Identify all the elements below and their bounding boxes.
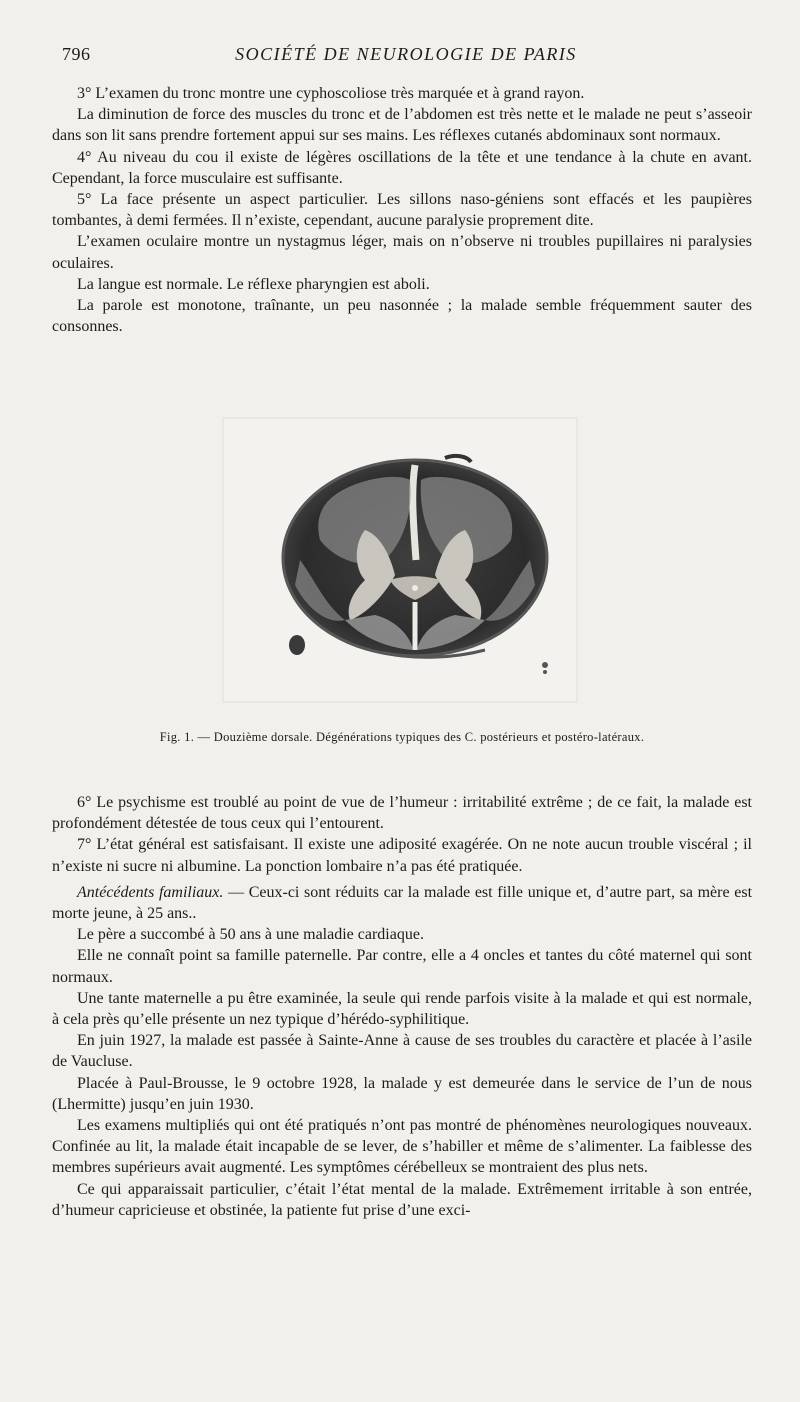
page-header bbox=[62, 40, 750, 70]
text-block-top bbox=[52, 83, 752, 337]
paragraph: Les examens multipliés qui ont été pratiqués n’ont pas montré de phénomènes neurologiques nouveaux. Confinée au lit, la malade était incapable de se lever, de s’habiller et même de s’alimenter. La faiblesse des membres supérieurs avait augmenté. Les symptômes cérébelleux se montraient des plus nets. bbox=[52, 1117, 752, 1177]
text-block-bottom bbox=[52, 792, 752, 1221]
paragraph: La diminution de force des muscles du tronc et de l’abdomen est très nette et le malade ne peut s’asseoir dans son lit sans prendre fortement appui sur ses mains. Les réflexes cutanés abdominaux sont normaux. bbox=[52, 106, 752, 145]
paragraph: Placée à Paul-Brousse, le 9 octobre 1928, la malade y est demeurée dans le service de l’un de nous (Lhermitte) jusqu’en juin 1930. bbox=[52, 1074, 752, 1113]
paragraph: La parole est monotone, traînante, un peu nasonnée ; la malade semble fréquemment sauter des consonnes. bbox=[52, 297, 752, 336]
paragraph-text: — Ceux-ci sont réduits car la malade est fille unique et, d’autre part, sa mère est morte jeune, à 25 ans.. bbox=[52, 883, 753, 923]
paragraph: Ce qui apparaissait particulier, c’était l’état mental de la malade. Extrêmement irritable à son entrée, d’humeur capricieuse et obstinée, la patiente fut prise d’une exci- bbox=[52, 1180, 752, 1219]
paragraph: Une tante maternelle a pu être examinée, la seule qui rende parfois visite à la malade et qui est normale, à cela près qu’elle présente un nez typique d’hérédo-syphilitique. bbox=[52, 989, 752, 1029]
paragraph: Elle ne connaît point sa famille paternelle. Par contre, elle a 4 oncles et tantes du côté maternel qui sont normaux. bbox=[52, 947, 752, 986]
paragraph: 5° La face présente un aspect particulier. Les sillons naso-géniens sont effacés et les paupières tombantes, à demi fermées. Il n’existe, cependant, aucune paralysie proprement dite. bbox=[52, 191, 752, 230]
spinal-cord-section-figure bbox=[215, 410, 585, 710]
paragraph: 3° L’examen du tronc montre une cyphoscoliose très marquée et à grand rayon. bbox=[77, 85, 585, 102]
page-number: 796 bbox=[62, 44, 91, 64]
paragraph: L’examen oculaire montre un nystagmus léger, mais on n’observe ni troubles pupillaires ni paralysies oculaires. bbox=[52, 233, 752, 272]
paragraph: 4° Au niveau du cou il existe de légères oscillations de la tête et une tendance à la chute en avant. Cependant, la force musculaire est suffisante. bbox=[52, 148, 752, 187]
paragraph-antecedents bbox=[52, 882, 752, 924]
paragraph: La langue est normale. Le réflexe pharyngien est aboli. bbox=[77, 275, 430, 293]
paragraph: Le père a succombé à 50 ans à une maladie cardiaque. bbox=[77, 926, 424, 944]
spinal-cord-section-image bbox=[215, 410, 585, 710]
paragraph: 6° Le psychisme est troublé au point de vue de l’humeur : irritabilité extrême ; de ce fait, la malade est profondément détestée de tous ceux qui l’entourent. bbox=[52, 794, 752, 833]
section-label: Antécédents familiaux. bbox=[77, 883, 224, 901]
figure-caption: Fig. 1. — Douzième dorsale. Dégénérations typiques des C. postérieurs et postéro-latéraux. bbox=[159, 730, 645, 744]
paragraph: 7° L’état général est satisfaisant. Il existe une adiposité exagérée. On ne note aucun trouble viscéral ; il n’existe ni sucre ni albumine. La ponction lombaire n’a pas été pratiquée. bbox=[52, 836, 752, 875]
running-title: SOCIÉTÉ DE NEUROLOGIE DE PARIS bbox=[235, 44, 577, 64]
paragraph: En juin 1927, la malade est passée à Sainte-Anne à cause de ses troubles du caractère et placée à l’asile de Vaucluse. bbox=[52, 1032, 752, 1071]
